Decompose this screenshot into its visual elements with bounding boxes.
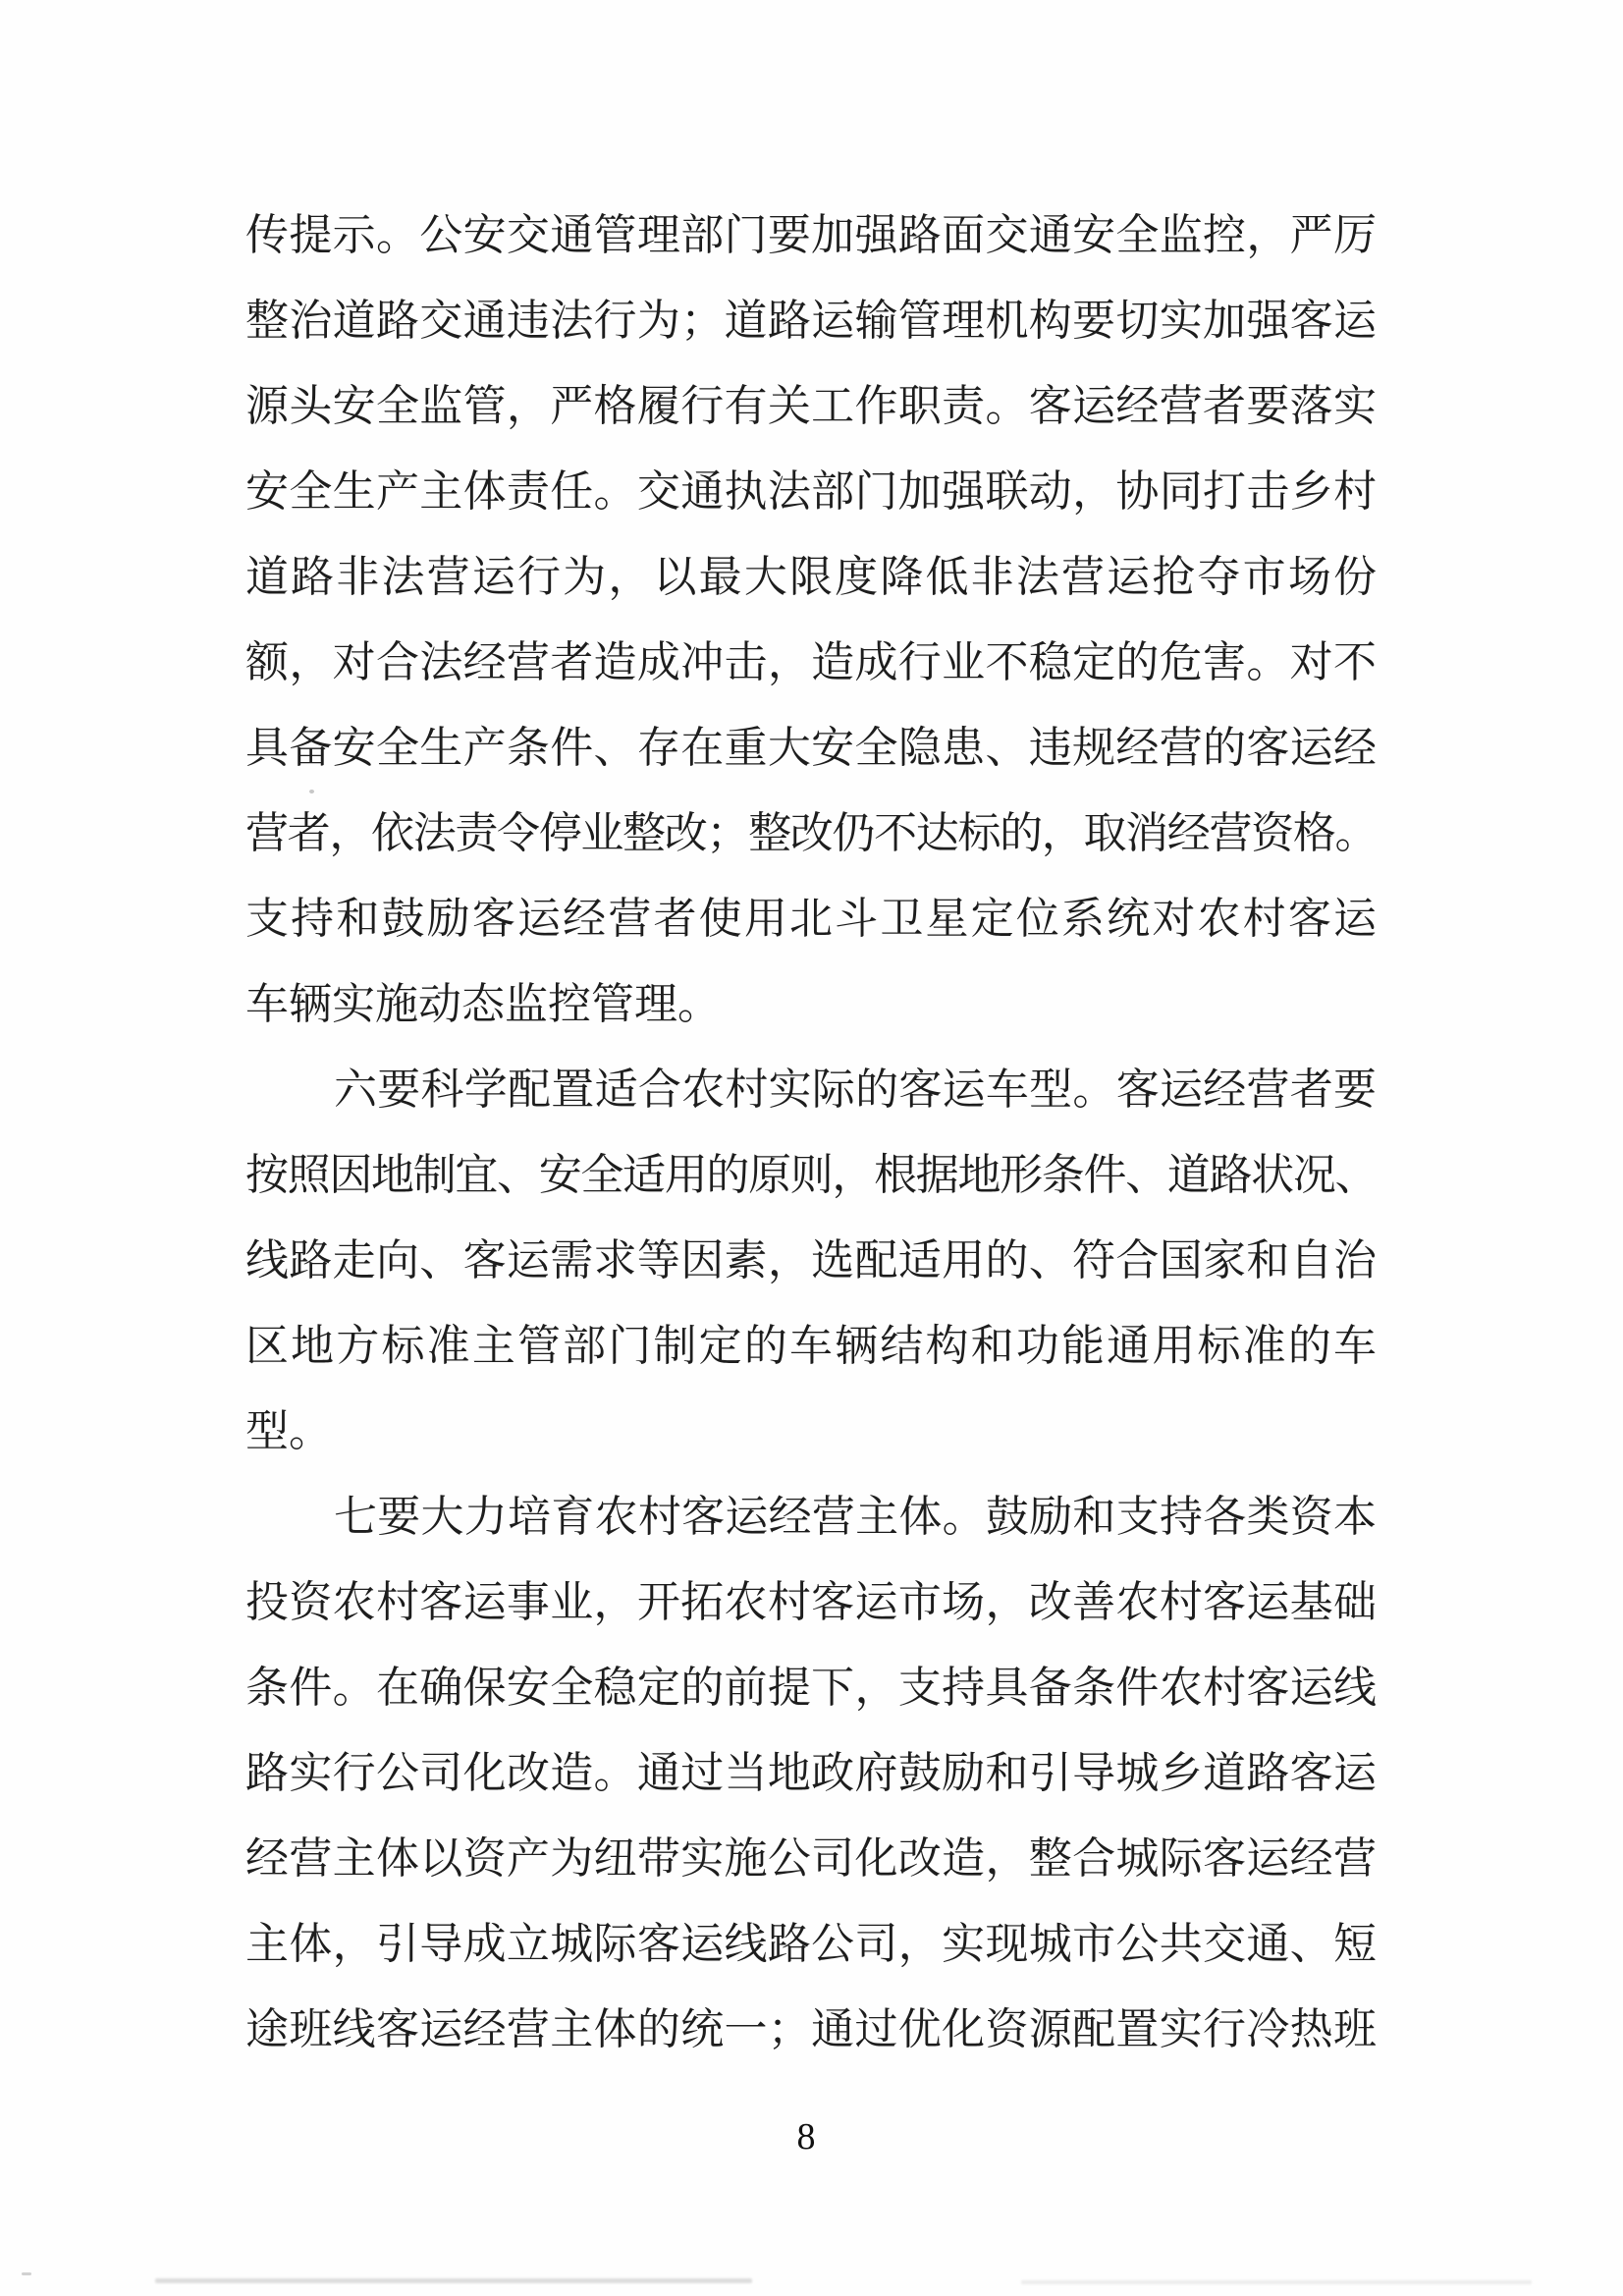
scan-streak-artifact <box>1021 2280 1532 2284</box>
text-line: 区地方标准主管部门制定的车辆结构和功能通用标准的车 <box>245 1322 1377 1370</box>
text-line: 线路走向、客运需求等因素，选配适用的、符合国家和自治 <box>245 1236 1377 1285</box>
text-line: 源头安全监管，严格履行有关工作职责。客运经营者要落实 <box>245 382 1377 430</box>
text-line: 经营主体以资产为纽带实施公司化改造，整合城际客运经营 <box>245 1834 1377 1883</box>
text-line: 安全生产主体责任。交通执法部门加强联动，协同打击乡村 <box>245 467 1377 516</box>
page-number: 8 <box>796 2116 816 2158</box>
text-line: 整治道路交通违法行为；道路运输管理机构要切实加强客运 <box>245 297 1377 345</box>
text-line: 具备安全生产条件、存在重大安全隐患、违规经营的客运经 <box>245 724 1377 772</box>
scan-streak-artifact <box>155 2278 752 2283</box>
text-line: 道路非法营运行为，以最大限度降低非法营运抢夺市场份 <box>245 553 1377 601</box>
text-line: 条件。在确保安全稳定的前提下，支持具备条件农村客运线 <box>245 1664 1377 1712</box>
text-line: 六要科学配置适合农村实际的客运车型。客运经营者要 <box>334 1066 1377 1114</box>
text-line: 途班线客运经营主体的统一；通过优化资源配置实行冷热班 <box>245 2005 1377 2053</box>
text-line: 传提示。公安交通管理部门要加强路面交通安全监控，严厉 <box>245 211 1377 259</box>
text-line: 投资农村客运事业，开拓农村客运市场，改善农村客运基础 <box>245 1578 1377 1626</box>
text-line: 七要大力培育农村客运经营主体。鼓励和支持各类资本 <box>334 1493 1377 1541</box>
text-line: 额，对合法经营者造成冲击，造成行业不稳定的危害。对不 <box>245 638 1377 686</box>
text-line: 主体，引导成立城际客运线路公司，实现城市公共交通、短 <box>245 1920 1377 1968</box>
text-line: 营者，依法责令停业整改；整改仍不达标的，取消经营资格。 <box>245 809 1377 857</box>
document-text-block <box>245 192 1377 2072</box>
text-line: 车辆实施动态监控管理。 <box>245 980 721 1028</box>
text-line: 路实行公司化改造。通过当地政府鼓励和引导城乡道路客运 <box>245 1749 1377 1797</box>
text-line: 型。 <box>245 1407 332 1455</box>
text-line: 支持和鼓励客运经营者使用北斗卫星定位系统对农村客运 <box>245 895 1377 943</box>
scan-speck-artifact <box>22 2272 31 2275</box>
text-line: 按照因地制宜、安全适用的原则，根据地形条件、道路状况、 <box>245 1151 1377 1199</box>
